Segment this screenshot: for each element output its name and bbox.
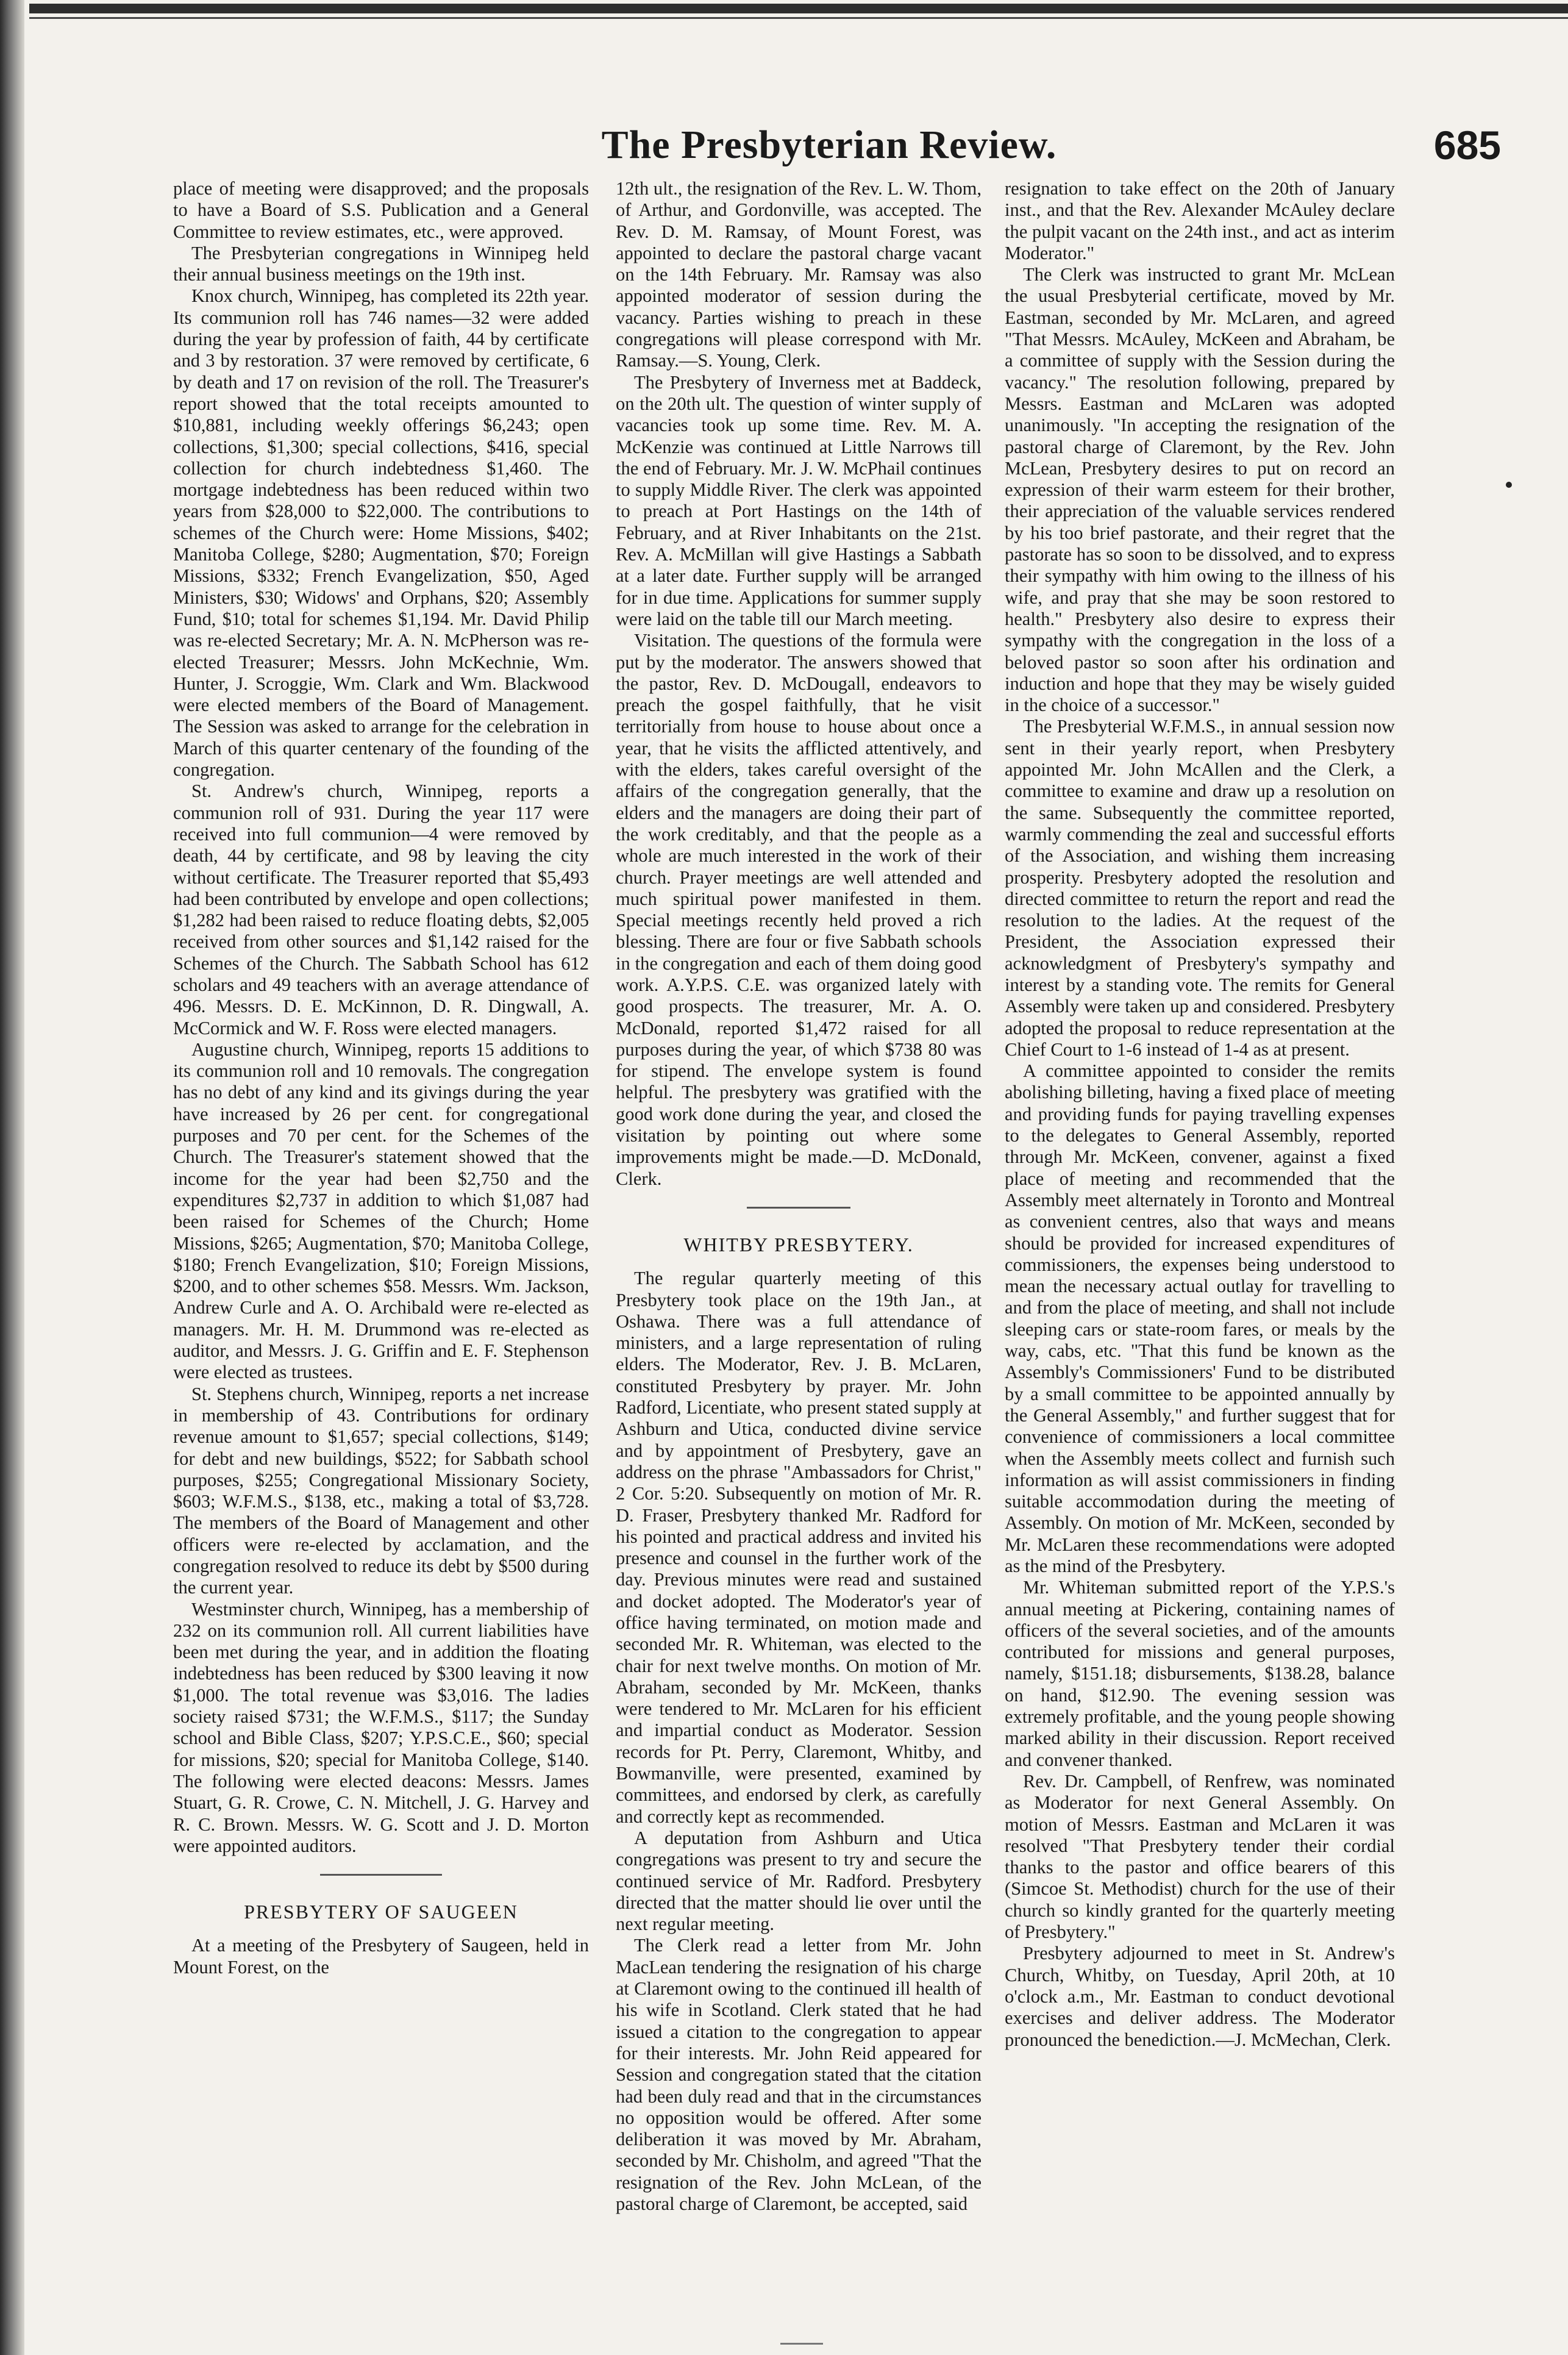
paragraph: Rev. Dr. Campbell, of Renfrew, was nominated as Moderator for next General Assembly. On motion of Messrs. Eastman and McLaren it was resolved "That Presbytery tender their cordial thanks to the pastor and office bearers of this (Simcoe St. Methodist) church for the use of their church so kindly granted for the quarterly meeting of Presbytery." (1005, 1770, 1395, 1943)
paragraph: resignation to take effect on the 20th of January inst., and that the Rev. Alexander McAuley declare the pulpit vacant on the 24th inst., and act as interim Moderator." (1005, 178, 1395, 263)
column-2 (616, 178, 982, 2215)
paragraph: The regular quarterly meeting of this Presbytery took place on the 19th Jan., at Oshawa. There was a full attendance of ministers, and a large representation of ruling elders. The Moderator, Rev. J. B. McLaren, constituted Presbytery by prayer. Mr. John Radford, Licentiate, who present stated supply at Ashburn and Utica, conducted divine service and by appointment of Presbytery, gave an address on the phrase "Ambassadors for Christ," 2 Cor. 5:20. Subsequently on motion of Mr. R. D. Fraser, Presbytery thanked Mr. Radford for his pointed and practical address and invited his presence and counsel in the further work of the day. Previous minutes were read and sustained and docket adopted. The Moderator's year of office having terminated, on motion made and seconded Mr. R. Whiteman, was elected to the chair for next twelve months. On motion of Mr. Abraham, seconded by Mr. McKeen, thanks were tendered to Mr. McLaren for his efficient and impartial conduct as Moderator. Session records for Pt. Perry, Claremont, Whitby, and Bowmanville, were presented, examined by committees, and endorsed by clerk, as carefully and correctly kept as recommended. (616, 1268, 982, 1827)
print-speck (1506, 482, 1512, 488)
paragraph: Knox church, Winnipeg, has completed its 22th year. Its communion roll has 746 names—32 were added during the year by profession of faith, 44 by certificate and 3 by restoration. 37 were removed by certificate, 6 by death and 17 on revision of the roll. The Treasurer's report showed that the total receipts amounted to $10,881, including weekly offerings $6,243; open collections, $1,300; special collections, $416, special collection for church indebtedness $1,460. The mortgage indebtedness has been reduced within two years from $28,000 to $22,000. The contributions to schemes of the Church were: Home Missions, $402; Manitoba College, $280; Augmentation, $70; Foreign Missions, $332; French Evangelization, $50, Aged Ministers, $30; Widows' and Orphans, $20; Assembly Fund, $10; total for schemes $1,194. Mr. David Philip was re-elected Secretary; Mr. A. N. McPherson was re-elected Treasurer; Messrs. John McKechnie, Wm. Hunter, J. Scroggie, Wm. Clark and Wm. Blackwood were elected members of the Board of Management. The Session was asked to arrange for the celebration in March of this quarter centenary of the founding of the congregation. (173, 285, 589, 781)
section-heading: WHITBY PRESBYTERY. (683, 1233, 914, 1256)
print-artifact-dash (780, 2343, 823, 2345)
paragraph: The Clerk was instructed to grant Mr. McLean the usual Presbyterial certificate, moved by Mr. Eastman, seconded by Mr. McLaren, and agreed "That Messrs. McAuley, McKeen and Abraham, be a committee of supply with the Session during the vacancy." The resolution following, prepared by Messrs. Eastman and McLaren was adopted unanimously. "In accepting the resignation of the pastoral charge of Claremont, by the Rev. John McLean, Presbytery desires to put on record an expression of their warm esteem for their brother, their appreciation of the valuable services rendered by his too brief pastorate, and their regret that the pastorate has so soon to be dissolved, and to express their sympathy with him owing to the illness of his wife, and pray that she may be soon restored to health." Presbytery also desire to express their sympathy with the congregation in the loss of a beloved pastor so soon after his ordination and induction and hope that they may be wisely guided in the choice of a successor." (1005, 264, 1395, 716)
paragraph: The Clerk read a letter from Mr. John MacLean tendering the resignation of his charge at Claremont owing to the continued ill health of his wife in Scotland. Clerk stated that he had issued a citation to the congregation to appear for their interests. Mr. John Reid appeared for Session and congregation stated that the citation had been duly read and that in the circumstances no opposition would be offered. After some deliberation it was moved by Mr. Abraham, seconded by Mr. Chisholm, and agreed "That the resignation of the Rev. John McLean, of the pastoral charge of Claremont, be accepted, said (616, 1935, 982, 2215)
page-header (0, 122, 1568, 171)
section-divider (320, 1874, 442, 1876)
top-border-rule (29, 4, 1568, 13)
paragraph: St. Andrew's church, Winnipeg, reports a communion roll of 931. During the year 117 were received into full communion—4 were removed by death, 44 by certificate, and 98 by leaving the city without certificate. The Treasurer reported that $5,493 had been contributed by envelope and open collections; $1,282 had been raised to reduce floating debts, $2,005 received from other sources and $1,142 raised for the Schemes of the Church. The Sabbath School has 612 scholars and 49 teachers with an average attendance of 496. Messrs. D. E. McKinnon, D. R. Dingwall, A. McCormick and W. F. Ross were elected managers. (173, 781, 589, 1038)
paragraph: A deputation from Ashburn and Utica congregations was present to try and secure the continued service of Mr. Radford. Presbytery directed that the matter should lie over until the next regular meeting. (616, 1827, 982, 1935)
page-number: 685 (1433, 123, 1501, 168)
paragraph: Visitation. The questions of the formula were put by the moderator. The answers showed that the pastor, Rev. D. McDougall, endeavors to preach the gospel faithfully, that he visit territorially from house to house about once a year, that he visits the afflicted attentively, and with the elders, takes careful oversight of the affairs of the congregation generally, that the elders and the managers are doing their part of the work creditably, and that the people as a whole are much interested in the work of their church. Prayer meetings are well attended and much spiritual power manifested in them. Special meetings recently held proved a rich blessing. There are four or five Sabbath schools in the congregation and each of them doing good work. A.Y.P.S. C.E. was organized lately with good prospects. The treasurer, Mr. A. O. McDonald, reported $1,472 raised for all purposes during the year, of which $738 80 was for stipend. The envelope system is found helpful. The presbytery was gratified with the good work done during the year, and closed the visitation by pointing out where some improvements might be made.—D. McDonald, Clerk. (616, 630, 982, 1189)
paragraph: Augustine church, Winnipeg, reports 15 additions to its communion roll and 10 removals. The congregation has no debt of any kind and its givings during the year have increased by 26 per cent. for congregational purposes and 70 per cent. for the Schemes of the Church. The Treasurer's statement showed that the income for the year had been $2,750 and the expenditures $2,737 in addition to which $1,087 had been raised for Schemes of the Church; Home Missions, $265; Augmentation, $70; Manitoba College, $180; French Evangelization, $10; Foreign Missions, $200, and to other schemes $58. Messrs. Wm. Jackson, Andrew Curle and A. O. Archibald were re-elected as managers. Mr. H. M. Drummond was re-elected as auditor, and Messrs. J. G. Griffin and E. F. Stephenson were elected as trustees. (173, 1038, 589, 1383)
paragraph: A committee appointed to consider the remits abolishing billeting, having a fixed place of meeting and providing funds for paying travelling expenses to the delegates to General Assembly, reported through Mr. McKeen, convener, against a fixed place of meeting and recommended that the Assembly meet alternately in Toronto and Montreal as convenient centres, also that ways and means should be provided for increased expenditures of commissioners, the expenses being understood to mean the necessary actual outlay for travelling to and from the place of meeting, and shall not include sleeping cars or state-room fares, or meals by the way, cabs, etc. "That this fund be known as the Assembly's Commissioners' Fund to be distributed by a small committee to be appointed annually by the General Assembly," and further suggest that for convenience of commissioners a local committee when the Assembly meets collect and furnish such information as will assist commissioners in finding suitable accommodation during the meeting of Assembly. On motion of Mr. McKeen, seconded by Mr. McLaren these recommendations were adopted as the mind of the Presbytery. (1005, 1060, 1395, 1576)
paragraph: Westminster church, Winnipeg, has a membership of 232 on its communion roll. All current liabilities have been met during the year, and in addition the floating indebtedness has been reduced by $300 leaving it now $1,000. The total revenue was $3,016. The ladies society raised $731; the W.F.M.S., $117; the Sunday school and Bible Class, $207; Y.P.S.C.E., $60; special for missions, $20; special for Manitoba College, $140. The following were elected deacons: Messrs. James Stuart, G. R. Crowe, C. N. Mitchell, J. G. Harvey and R. C. Brown. Messrs. W. G. Scott and J. D. Morton were appointed auditors. (173, 1598, 589, 1856)
section-divider (747, 1207, 850, 1209)
paragraph: The Presbyterian congregations in Winnipeg held their annual business meetings on the 19th inst. (173, 242, 589, 285)
paragraph: The Presbytery of Inverness met at Baddeck, on the 20th ult. The question of winter supply of vacancies took up some time. Rev. M. A. McKenzie was continued at Little Narrows till the end of February. Mr. J. W. McPhail continues to supply Middle River. The clerk was appointed to preach at Port Hastings on the 14th of February, and at River Inhabitants on the 21st. Rev. A. McMillan will give Hastings a Sabbath at a later date. Further supply will be arranged for in due time. Applications for summer supply were laid on the table till our March meeting. (616, 371, 982, 629)
column-1 (173, 178, 589, 1978)
paragraph: Presbytery adjourned to meet in St. Andrew's Church, Whitby, on Tuesday, April 20th, at 10 o'clock a.m., Mr. Eastman to conduct devotional exercises and deliver address. The Moderator pronounced the benediction.—J. McMechan, Clerk. (1005, 1943, 1395, 2050)
section-heading: PRESBYTERY OF SAUGEEN (244, 1901, 518, 1923)
paragraph: St. Stephens church, Winnipeg, reports a net increase in membership of 43. Contributions for ordinary revenue amount to $1,657; special collections, $149; for debt and new buildings, $522; for Sabbath school purposes, $255; Congregational Missionary Society, $603; W.F.M.S., $138, etc., making a total of $3,728. The members of the Board of Management and other officers were re-elected by acclamation, and the congregation resolved to reduce its debt by $500 during the current year. (173, 1383, 589, 1598)
paragraph: At a meeting of the Presbytery of Saugeen, held in Mount Forest, on the (173, 1935, 589, 1978)
column-3 (1005, 178, 1395, 2051)
paragraph: Mr. Whiteman submitted report of the Y.P.S.'s annual meeting at Pickering, containing names of officers of the several societies, and of the amounts contributed for missions and general purposes, namely, $151.18; disbursements, $138.28, balance on hand, $12.90. The evening session was extremely profitable, and the young people showing marked ability in their discussion. Report received and convener thanked. (1005, 1577, 1395, 1770)
paragraph: The Presbyterial W.F.M.S., in annual session now sent in their yearly report, when Presbytery appointed Mr. John McAllen and the Clerk, a committee to examine and draw up a resolution on the same. Subsequently the committee reported, warmly commending the zeal and successful efforts of the Association, and wishing them increasing prosperity. Presbytery adopted the resolution and directed committee to return the report and read the resolution to the ladies. At the request of the President, the Association expressed their acknowledgment of Presbytery's sympathy and interest by a standing vote. The remits for General Assembly were taken up and considered. Presbytery adopted the proposal to reduce representation at the Chief Court to 1-6 instead of 1-4 as at present. (1005, 716, 1395, 1060)
paragraph: 12th ult., the resignation of the Rev. L. W. Thom, of Arthur, and Gordonville, was accepted. The Rev. D. M. Ramsay, of Mount Forest, was appointed to declare the pastoral charge vacant on the 14th February. Mr. Ramsay was also appointed moderator of session during the vacancy. Parties wishing to preach in these congregations will please correspond with Mr. Ramsay.—S. Young, Clerk. (616, 178, 982, 371)
paragraph: place of meeting were disapproved; and the proposals to have a Board of S.S. Publication and a General Committee to review estimates, etc., were approved. (173, 178, 589, 242)
top-border-rule-thin (29, 17, 1568, 19)
page-binding-edge (0, 0, 24, 2355)
journal-title: The Presbyterian Review. (601, 123, 1057, 167)
